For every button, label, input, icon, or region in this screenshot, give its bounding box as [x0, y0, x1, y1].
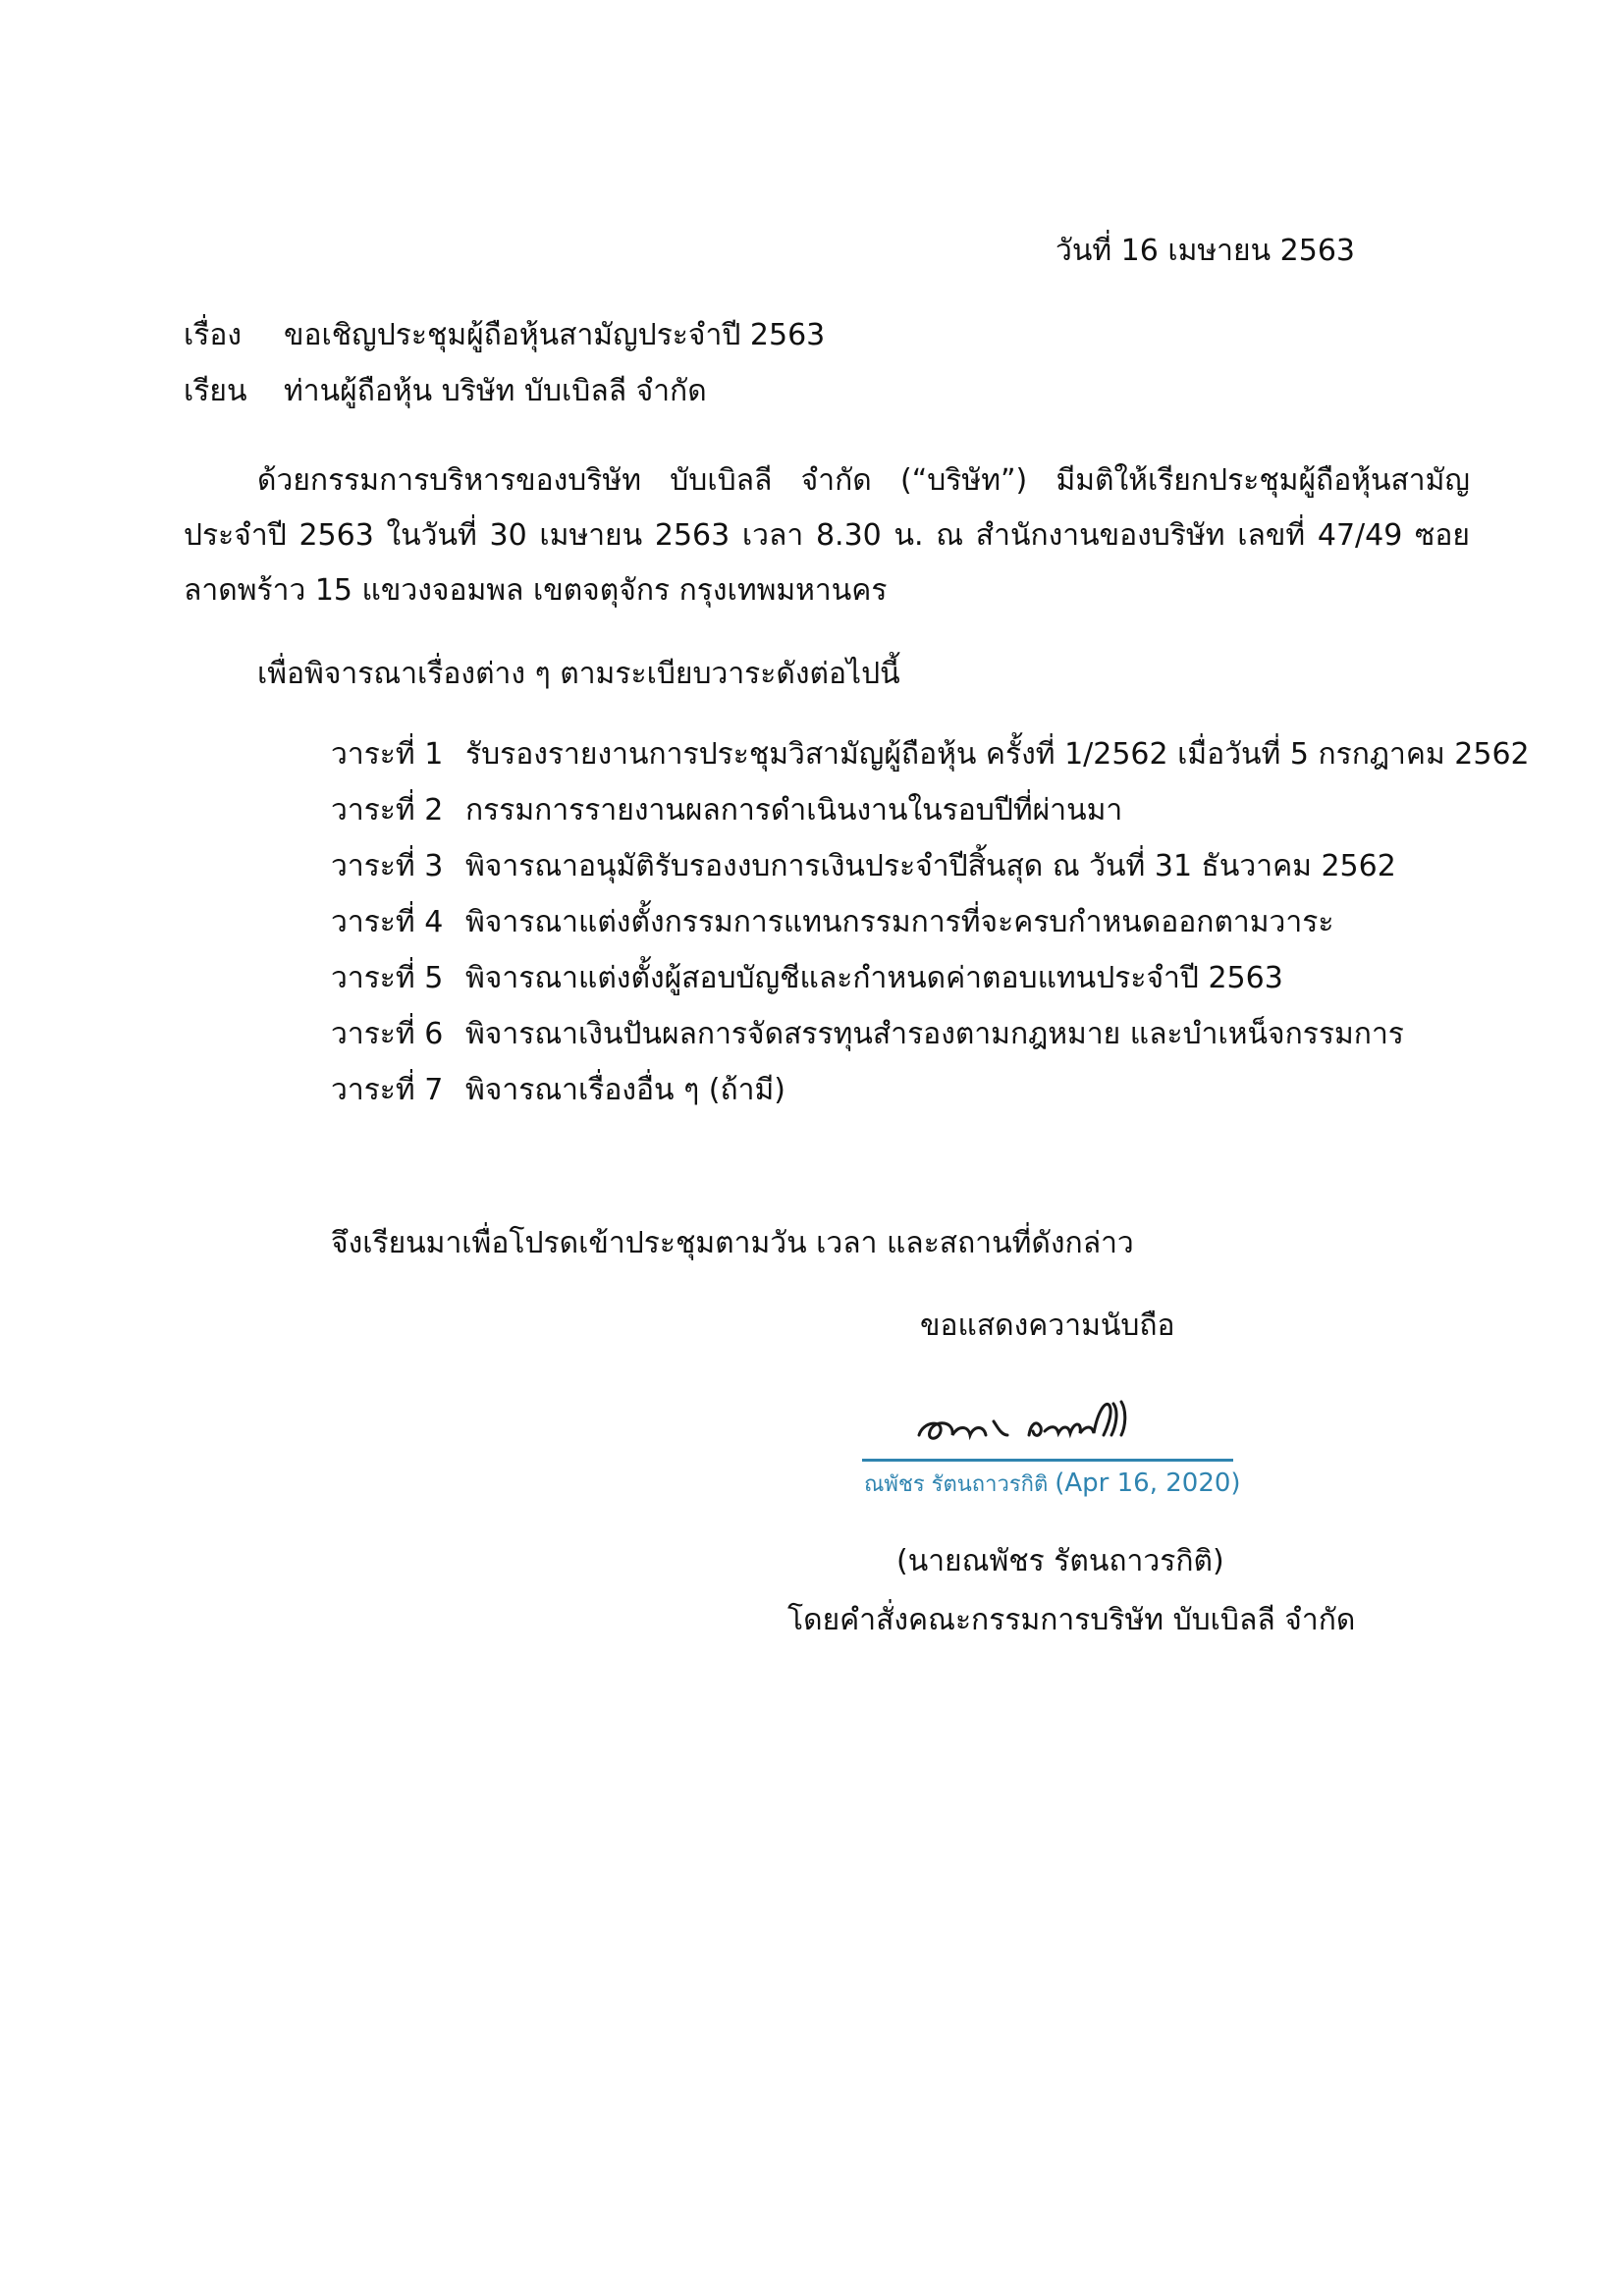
agenda-text: พิจารณาแต่งตั้งผู้สอบบัญชีและกำหนดค่าตอบแทนประจำปี 2563	[465, 961, 1283, 995]
agenda-number: วาระที่ 2	[331, 793, 444, 828]
subject-text: ขอเชิญประชุมผู้ถือหุ้นสามัญประจำปี 2563	[284, 318, 826, 352]
subject-label: เรื่อง	[184, 318, 243, 352]
recipient-text: ท่านผู้ถือหุ้น บริษัท บับเบิลลี จำกัด	[284, 374, 707, 408]
agenda-item	[331, 894, 1530, 950]
agenda-number: วาระที่ 6	[331, 1017, 444, 1051]
agenda-text: รับรองรายงานการประชุมวิสามัญผู้ถือหุ้น ครั้งที่ 1/2562 เมื่อวันที่ 5 กรกฎาคม 2562	[465, 737, 1530, 772]
signature-stroke	[1029, 1402, 1125, 1435]
regards-line: ขอแสดงความนับถือ	[920, 1308, 1175, 1343]
handwritten-signature	[913, 1392, 1139, 1449]
signer-name: (นายณพัชร รัตนถาวรกิติ)	[896, 1544, 1224, 1578]
signature-signed-name: ณพัชร รัตนถาวรกิติ	[864, 1472, 1049, 1497]
subject-line	[184, 312, 825, 358]
agenda-item	[331, 1006, 1530, 1062]
agenda-text: พิจารณาอนุมัติรับรองงบการเงินประจำปีสิ้นสุด ณ วันที่ 31 ธันวาคม 2562	[465, 849, 1396, 883]
body-paragraph: ด้วยกรรมการบริหารของบริษัท บับเบิลลี จำกัด (“บริษัท”) มีมติให้เรียกประชุมผู้ถือหุ้นสามัญประจำปี 2563 ในวันที่ 30 เมษายน 2563 เวลา 8.30 น. ณ สำนักงานของบริษัท เลขที่ 47/49 ซอยลาดพร้าว 15 แขวงจอมพล เขตจตุจักร กรุงเทพมหานคร	[184, 463, 1470, 608]
signature-caption	[864, 1467, 1241, 1501]
recipient-line	[184, 368, 707, 414]
closing-line: จึงเรียนมาเพื่อโปรดเข้าประชุมตามวัน เวลา และสถานที่ดังกล่าว	[331, 1226, 1134, 1260]
letter-date: วันที่ 16 เมษายน 2563	[1056, 234, 1355, 268]
agenda-intro: เพื่อพิจารณาเรื่องต่าง ๆ ตามระเบียบวาระดังต่อไปนี้	[257, 657, 900, 691]
agenda-text: พิจารณาเงินปันผลการจัดสรรทุนสำรองตามกฎหมาย และบำเหน็จกรรมการ	[465, 1017, 1404, 1051]
agenda-list	[331, 726, 1530, 1118]
signature-underline	[862, 1459, 1233, 1462]
signature-stroke	[919, 1421, 1007, 1438]
agenda-number: วาระที่ 5	[331, 961, 444, 995]
agenda-text: พิจารณาแต่งตั้งกรรมการแทนกรรมการที่จะครบกำหนดออกตามวาระ	[465, 905, 1334, 939]
agenda-item	[331, 838, 1530, 894]
recipient-label: เรียน	[184, 374, 247, 408]
agenda-item	[331, 950, 1530, 1006]
agenda-item	[331, 782, 1530, 838]
agenda-number: วาระที่ 7	[331, 1073, 444, 1107]
agenda-item	[331, 1062, 1530, 1118]
agenda-text: กรรมการรายงานผลการดำเนินงานในรอบปีที่ผ่านมา	[465, 793, 1123, 828]
signer-title: โดยคำสั่งคณะกรรมการบริษัท บับเบิลลี จำกัด	[787, 1603, 1356, 1637]
agenda-item	[331, 726, 1530, 782]
agenda-number: วาระที่ 1	[331, 737, 444, 772]
agenda-number: วาระที่ 3	[331, 849, 444, 883]
signature-signed-date: (Apr 16, 2020)	[1055, 1468, 1241, 1498]
agenda-number: วาระที่ 4	[331, 905, 444, 939]
agenda-text: พิจารณาเรื่องอื่น ๆ (ถ้ามี)	[465, 1073, 785, 1107]
